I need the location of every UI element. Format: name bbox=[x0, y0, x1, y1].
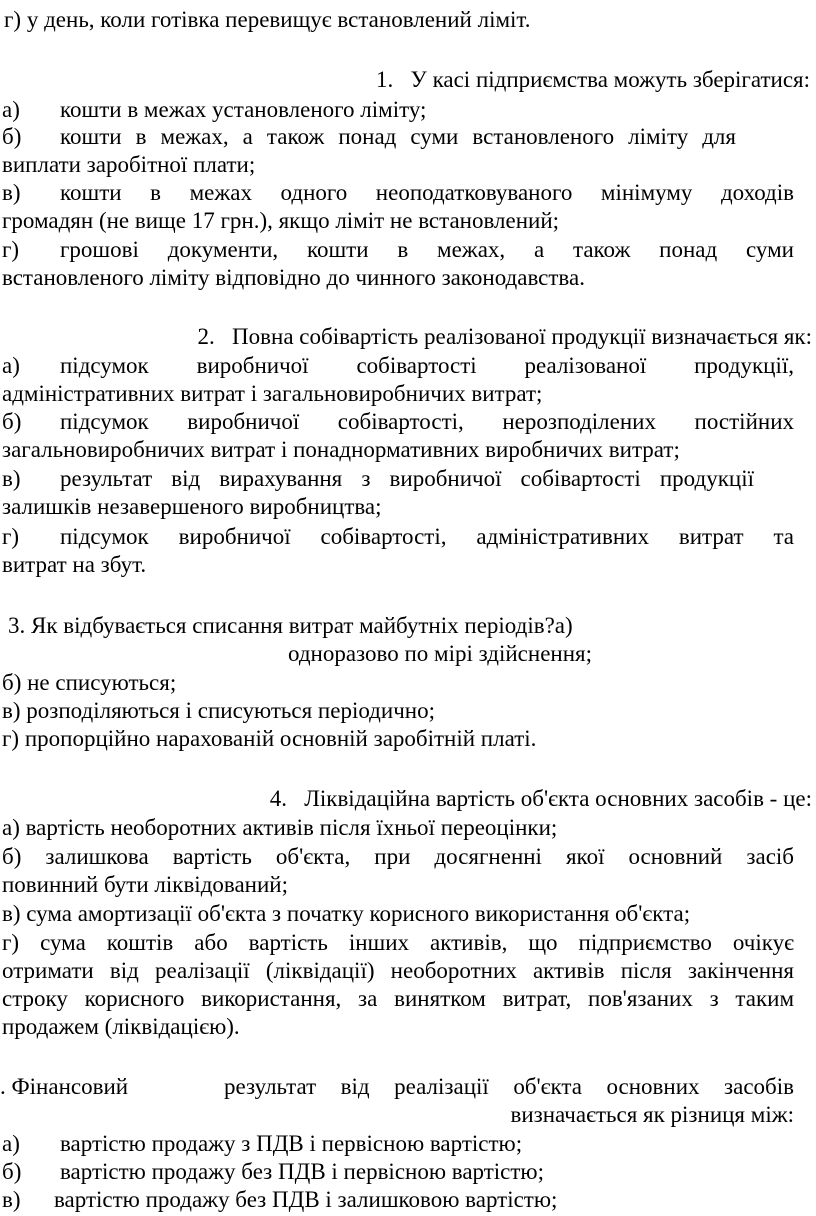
q1-option-d-line1 bbox=[2, 236, 794, 264]
q5-a-marker: а) bbox=[2, 1131, 20, 1156]
q2-d-line1: підсумок виробничої собівартості, адміністративних витрат та bbox=[60, 524, 794, 549]
q2-d-line2: витрат на збут. bbox=[2, 552, 147, 577]
q5-b-text: вартістю продажу без ПДВ і первісною вартістю; bbox=[60, 1159, 544, 1184]
q1-option-a bbox=[2, 96, 426, 124]
q2-c-line2: залишків незавершеного виробництва; bbox=[2, 494, 382, 519]
q4-option-d-line1 bbox=[2, 929, 794, 957]
q5-option-a bbox=[2, 1130, 522, 1158]
q1-option-d-line2 bbox=[2, 264, 585, 292]
q1-c-marker: в) bbox=[2, 180, 21, 205]
q2-option-c-line2 bbox=[2, 493, 382, 521]
q5-line1-end: результат від реалізації об'єкта основних засобів bbox=[224, 1074, 794, 1099]
q5-c-text: вартістю продажу без ПДВ і залишковою вартістю; bbox=[54, 1187, 558, 1212]
q4-a-text: а) вартість необоротних активів після їхньої переоцінки; bbox=[2, 815, 558, 840]
intro-text: у день, коли готівка перевищує встановлений ліміт. bbox=[26, 7, 531, 32]
intro-line bbox=[4, 6, 531, 34]
q1-c-line1: кошти в межах одного неоподатковуваного мінімуму доходів bbox=[60, 180, 794, 205]
q1-a-text: кошти в межах установленого ліміту; bbox=[60, 97, 427, 122]
q2-option-a-line2 bbox=[2, 380, 542, 408]
q3-question bbox=[8, 612, 573, 640]
q1-option-c-line2 bbox=[2, 207, 559, 235]
q4-b-line2: повинний бути ліквідований; bbox=[2, 872, 288, 897]
intro-marker: г) bbox=[4, 7, 22, 32]
q2-b-line2: загальновиробничих витрат і понаднормативних виробничих витрат; bbox=[2, 437, 680, 462]
q5-option-b bbox=[2, 1158, 544, 1186]
q4-option-c bbox=[2, 900, 690, 928]
q1-b-line2: виплати заробітної плати; bbox=[2, 152, 256, 177]
q1-number: 1. bbox=[376, 67, 394, 92]
q4-d-line1: г) сума коштів або вартість інших активів, що підприємство очікує bbox=[2, 930, 794, 955]
q5-question-line2 bbox=[510, 1101, 794, 1129]
q2-option-b-line2 bbox=[2, 436, 680, 464]
q2-option-c-line1 bbox=[2, 465, 754, 493]
q3-d-text: г) пропорційно нарахованій основній заробітній платі. bbox=[2, 726, 537, 751]
q2-c-marker: в) bbox=[2, 466, 21, 491]
q5-question-line1-start bbox=[0, 1073, 128, 1101]
q2-question bbox=[198, 323, 812, 351]
q4-d-line3: строку корисного використання, за винятком витрат, пов'язаних з таким bbox=[2, 986, 794, 1011]
q2-option-d-line2 bbox=[2, 551, 146, 579]
q2-option-a-line1 bbox=[2, 352, 794, 380]
q2-c-line1: результат від вирахування з виробничої собівартості продукції bbox=[60, 466, 754, 491]
q5-question-line1-end bbox=[224, 1073, 794, 1101]
q4-d-line4: продажем (ліквідацією). bbox=[2, 1014, 240, 1039]
q4-option-d-line2 bbox=[2, 957, 794, 985]
q4-b-line1: б) залишкова вартість об'єкта, при досягненні якої основний засіб bbox=[2, 844, 794, 869]
q1-question-text: У касі підприємства можуть зберігатися: bbox=[410, 67, 810, 92]
q4-option-d-line3 bbox=[2, 985, 794, 1013]
q1-a-marker: а) bbox=[2, 97, 20, 122]
q2-a-line1: підсумок виробничої собівартості реалізованої продукції, bbox=[60, 353, 794, 378]
q4-option-b-line1 bbox=[2, 843, 794, 871]
q1-b-marker: б) bbox=[2, 124, 22, 149]
q2-b-marker: б) bbox=[2, 409, 22, 434]
q4-question bbox=[270, 785, 812, 813]
q5-b-marker: б) bbox=[2, 1159, 22, 1184]
q5-c-marker: в) bbox=[2, 1187, 21, 1212]
q1-option-b-line2 bbox=[2, 151, 255, 179]
q1-question bbox=[376, 66, 810, 94]
q5-line1-start: . Фінансовий bbox=[0, 1074, 129, 1099]
q3-c-text: в) розподіляються і списуються періодично; bbox=[2, 698, 435, 723]
q4-c-text: в) сума амортизації об'єкта з початку корисного використання об'єкта; bbox=[2, 901, 691, 926]
q1-option-c-line1 bbox=[2, 179, 794, 207]
q2-option-d-line1 bbox=[2, 523, 794, 551]
q3-option-b bbox=[2, 669, 176, 697]
q4-question-text: Ліквідаційна вартість об'єкта основних засобів - це: bbox=[304, 786, 812, 811]
q2-number: 2. bbox=[197, 324, 215, 349]
q1-b-line1: кошти в межах, а також понад суми встановленого ліміту для bbox=[60, 124, 736, 149]
q5-option-c bbox=[2, 1186, 557, 1214]
q4-d-line2: отримати від реалізації (ліквідації) необоротних активів після закінчення bbox=[2, 958, 794, 983]
q1-d-line2: встановленого ліміту відповідно до чинного законодавства. bbox=[2, 265, 585, 290]
q3-option-a bbox=[288, 640, 592, 668]
q2-a-marker: а) bbox=[2, 353, 20, 378]
q3-b-text: б) не списуються; bbox=[2, 670, 177, 695]
q2-a-line2: адміністративних витрат і загальновиробничих витрат; bbox=[2, 381, 543, 406]
q1-option-b-line1 bbox=[2, 123, 736, 151]
q4-number: 4. bbox=[269, 786, 288, 811]
q3-option-c bbox=[2, 697, 435, 725]
q3-question-text: 3. Як відбувається списання витрат майбутніх періодів?а) bbox=[8, 613, 573, 638]
q2-d-marker: г) bbox=[2, 524, 20, 549]
q5-a-text: вартістю продажу з ПДВ і первісною вартістю; bbox=[60, 1131, 523, 1156]
q2-b-line1: підсумок виробничої собівартості, нерозподілених постійних bbox=[60, 409, 794, 434]
q3-option-d bbox=[2, 725, 536, 753]
q1-d-marker: г) bbox=[2, 237, 20, 262]
q3-a-text: одноразово по мірі здійснення; bbox=[288, 641, 592, 666]
q5-line2: визначається як різниця між: bbox=[510, 1102, 794, 1127]
q4-option-b-line2 bbox=[2, 871, 288, 899]
q2-option-b-line1 bbox=[2, 408, 794, 436]
q2-question-text: Повна собівартість реалізованої продукції визначається як: bbox=[232, 324, 812, 349]
q4-option-d-line4 bbox=[2, 1013, 240, 1041]
q1-d-line1: грошові документи, кошти в межах, а також понад суми bbox=[60, 237, 794, 262]
q4-option-a bbox=[2, 814, 557, 842]
q1-c-line2: громадян (не вище 17 грн.), якщо ліміт не встановлений; bbox=[2, 208, 560, 233]
